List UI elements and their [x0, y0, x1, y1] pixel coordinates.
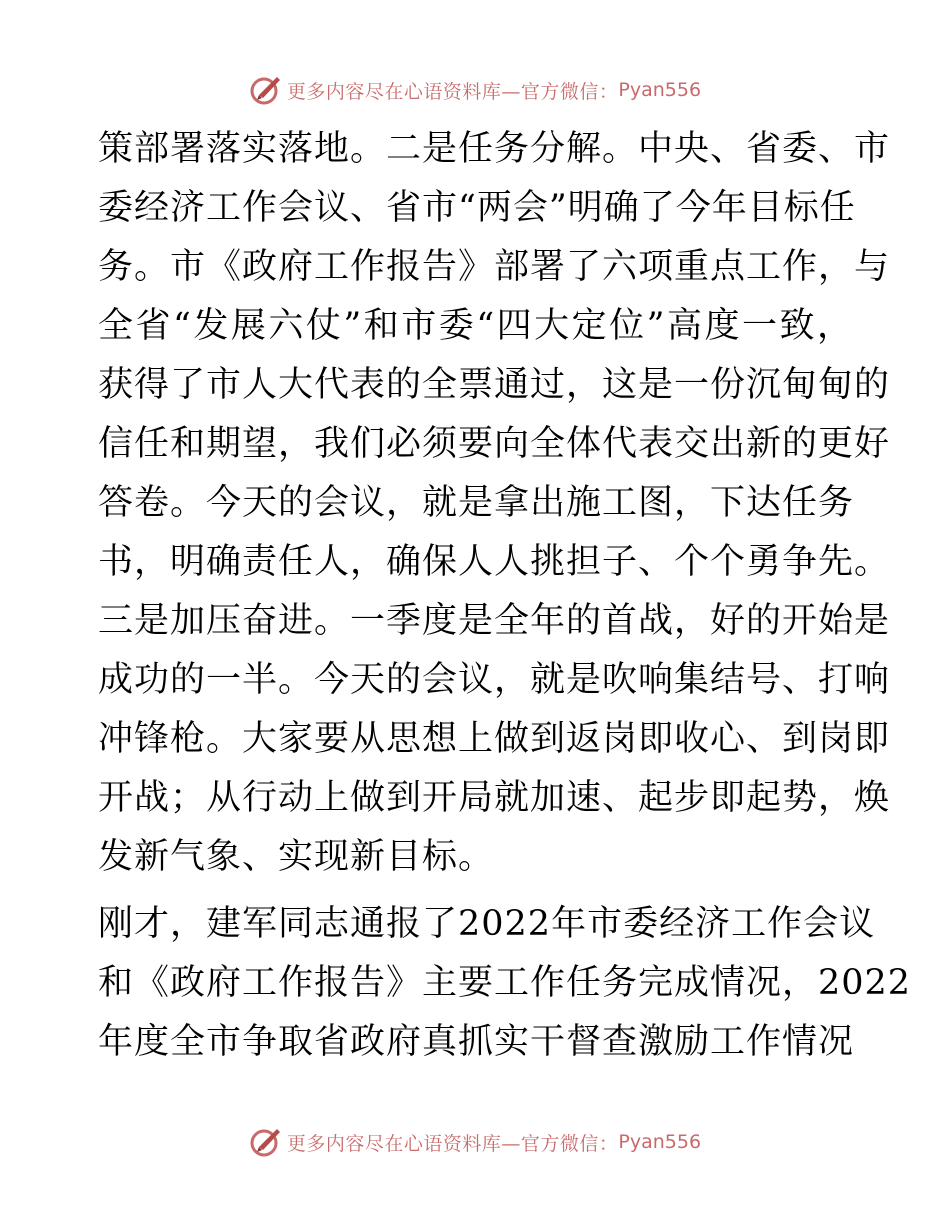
- text-line: 获得了市人大代表的全票通过，这是一份沉甸甸的: [98, 365, 891, 405]
- header-wechat-id: Pyan556: [618, 79, 702, 101]
- text-line: 信任和期望，我们必须要向全体代表交出新的更好: [98, 424, 891, 464]
- header-banner-text: 更多内容尽在心语资料库—官方微信：: [286, 80, 619, 103]
- text-line: 三是加压奋进。一季度是全年的首战，好的开始是: [98, 601, 891, 641]
- text-line: 务。市《政府工作报告》部署了六项重点工作，与: [98, 247, 891, 287]
- quill-logo-icon: [249, 73, 283, 107]
- text-line: 开战；从行动上做到开局就加速、起步即起势，焕: [98, 778, 891, 818]
- text-line: 委经济工作会议、省市“两会”明确了今年目标任: [98, 188, 856, 228]
- text-line: 刚才，建军同志通报了2022年市委经济工作会议: [98, 904, 876, 944]
- header-banner: [0, 70, 950, 110]
- paragraph-2: [98, 895, 912, 1072]
- document-body: [98, 120, 912, 1072]
- text-line: 冲锋枪。大家要从思想上做到返岗即收心、到岗即: [98, 719, 891, 759]
- paragraph-1: [98, 120, 891, 887]
- footer-wechat-id: Pyan556: [618, 1131, 702, 1153]
- text-line: 年度全市争取省政府真抓实干督查激励工作情况: [98, 1022, 855, 1062]
- text-line: 全省“发展六仗”和市委“四大定位”高度一致，: [98, 306, 853, 346]
- footer-banner: [0, 1122, 950, 1162]
- text-line: 书，明确责任人，确保人人挑担子、个个勇争先。: [98, 542, 891, 582]
- text-line: 和《政府工作报告》主要工作任务完成情况，2022: [98, 963, 912, 1003]
- footer-banner-text: 更多内容尽在心语资料库—官方微信：: [286, 1132, 619, 1155]
- text-line: 发新气象、实现新目标。: [98, 837, 495, 877]
- quill-logo-icon: [249, 1125, 283, 1159]
- text-line: 策部署落实落地。二是任务分解。中央、省委、市: [98, 129, 891, 169]
- text-line: 答卷。今天的会议，就是拿出施工图，下达任务: [98, 483, 855, 523]
- paragraph-gap: [98, 887, 853, 895]
- text-line: 成功的一半。今天的会议，就是吹响集结号、打响: [98, 660, 891, 700]
